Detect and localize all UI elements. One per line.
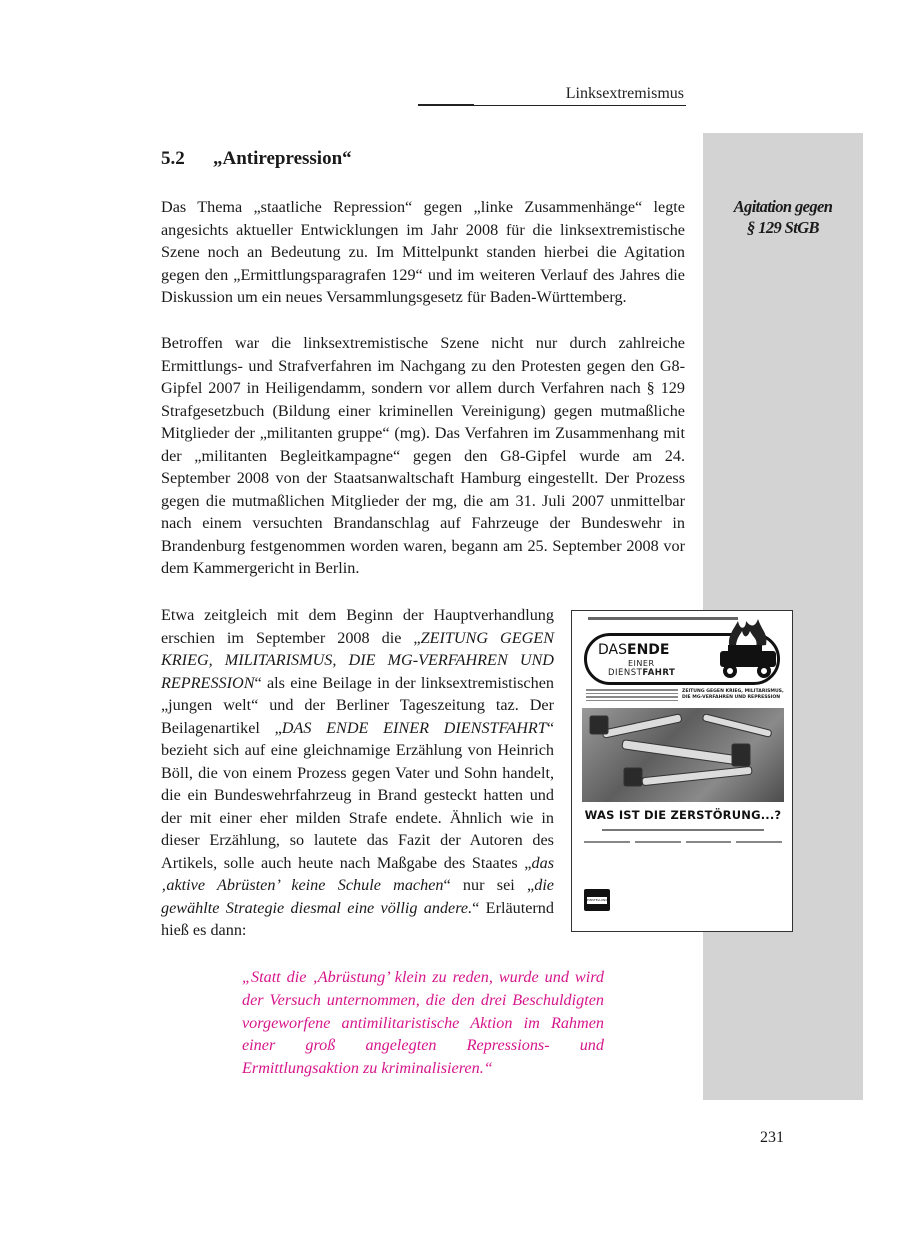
clipping-column: [686, 841, 732, 843]
clipping-column: [635, 841, 681, 843]
burning-jeep-icon: [712, 619, 782, 685]
paragraph-1: Das Thema „staatliche Repression“ gegen „linke Zusammenhänge“ legte angesichts aktueller Entwicklungen im Jahr 2008 für die linksextremistische Szene noch an Bedeutung zu. Im Mittelpunkt standen hierbei die Agitation gegen den „Ermittlungsparagrafen 129“ und im weiteren Verlauf des Jahres die Diskussion um ein neues Versammlungsgesetz für Baden-Württemberg.: [161, 198, 685, 306]
paragraph-3-text: “ nur sei „: [443, 876, 535, 894]
margin-note: [712, 196, 854, 238]
section-title: „Antirepression“: [213, 148, 352, 169]
clipping-title: [598, 642, 669, 658]
paragraph-2: Betroffen war die linksextremistische Szene nicht nur durch zahlreiche Ermittlungs- und Strafverfahren im Nachgang zu den Protesten gegen den G8-Gipfel 2007 in Heiligendamm, sondern vor allem durch Verfahren nach § 129 Strafgesetzbuch (Bildung einer kriminellen Vereinigung) gegen mutmaßliche Mitglieder der „militanten gruppe“ (mg). Das Verfahren im Zusammenhang mit der „militanten Begleitkampagne“ gegen den G8-Gipfel wurde am 24. September 2008 von der Staatsanwaltschaft Hamburg eingestellt. Der Prozess gegen die mutmaßlichen Mitglieder der mg, die am 31. Juli 2007 unmittelbar nach einem versuchten Brandanschlag auf Fahrzeuge der Bundeswehr in Brandenburg festgenommen worden waren, begann am 25. September 2008 vor dem Kammergericht in Berlin.: [161, 334, 685, 577]
paragraph-3-italic: das ‚aktive Abrüsten’ keine Schule machen: [161, 853, 554, 894]
paragraph-3-italic: DAS ENDE EINER DIENSTFAHRT: [281, 718, 547, 737]
clipping-title-dienst: DIENST: [608, 668, 643, 678]
paragraph-3-italic: ZEITUNG GEGEN KRIEG, MILITARISMUS, DIE MG-VERFAHREN UND REPRESSION: [161, 628, 554, 692]
margin-note-line1: Agitation gegen: [733, 197, 833, 216]
clipping-column: [584, 841, 630, 843]
clipping-column: [736, 841, 782, 843]
clipping-title-ende: ENDE: [627, 642, 670, 658]
paragraph-3: [161, 604, 554, 942]
newspaper-clipping-image: [571, 610, 793, 932]
header-rule-accent: [418, 104, 474, 106]
clipping-badge-text: EINSTELLUNG!: [587, 898, 609, 902]
clipping-title-dienstfahrt: [608, 668, 675, 678]
clipping-small-text: [586, 689, 678, 703]
block-quote: „Statt die ‚Abrüstung’ klein zu reden, wurde und wird der Versuch unternommen, die den drei Beschuldigten vorgeworfene antimilitaristische Aktion im Rahmen einer groß angelegten Repressions- und Ermittlungsaktion zu kriminalisieren.“: [242, 968, 604, 1078]
clipping-subhead: ZEITUNG GEGEN KRIEG, MILITARISMUS, DIE MG-VERFAHREN UND REPRESSION: [682, 689, 784, 700]
clipping-headline: WAS IST DIE ZERSTÖRUNG...?: [584, 808, 782, 822]
clipping-title-einer: EINER: [628, 659, 655, 668]
hammers-photo: [582, 708, 784, 802]
clipping-title-fahrt: FAHRT: [642, 668, 676, 678]
paragraph-3-italic: die gewählte Strategie diesmal eine völlig andere.: [161, 876, 554, 917]
paragraph-3-text: “ Erläuternd hieß es dann:: [161, 898, 554, 939]
margin-note-line2: § 129 StGB: [747, 218, 819, 237]
clipping-columns: [584, 841, 782, 925]
clipping-title-das: DAS: [598, 642, 627, 658]
clipping-tagline: [602, 829, 764, 831]
page-number: 231: [760, 1129, 784, 1146]
paragraph-3-text: “ als eine Beilage in der linksextremistischen „jungen welt“ und der Berliner Tageszeitung taz. Der Beilagenartikel „: [161, 673, 554, 737]
section-number: 5.2: [161, 148, 185, 169]
clipping-badge: [584, 889, 610, 911]
running-header: Linksextremismus: [565, 85, 684, 102]
section-heading: [161, 148, 352, 170]
paragraph-3-text: Etwa zeitgleich mit dem Beginn der Hauptverhandlung erschien im September 2008 die „: [161, 606, 554, 647]
paragraph-3-text: “ bezieht sich auf eine gleichnamige Erzählung von Heinrich Böll, die von einem Prozess gegen Vater und Sohn handelt, die ein Bundeswehrfahrzeug in Brand gesteckt hatten und der mit einer eher milden Strafe endete. Ähnlich wie in dieser Erzählung, so lautete das Fazit der Autoren des Artikels, solle auch heute nach Maßgabe des Staates „: [161, 718, 554, 872]
